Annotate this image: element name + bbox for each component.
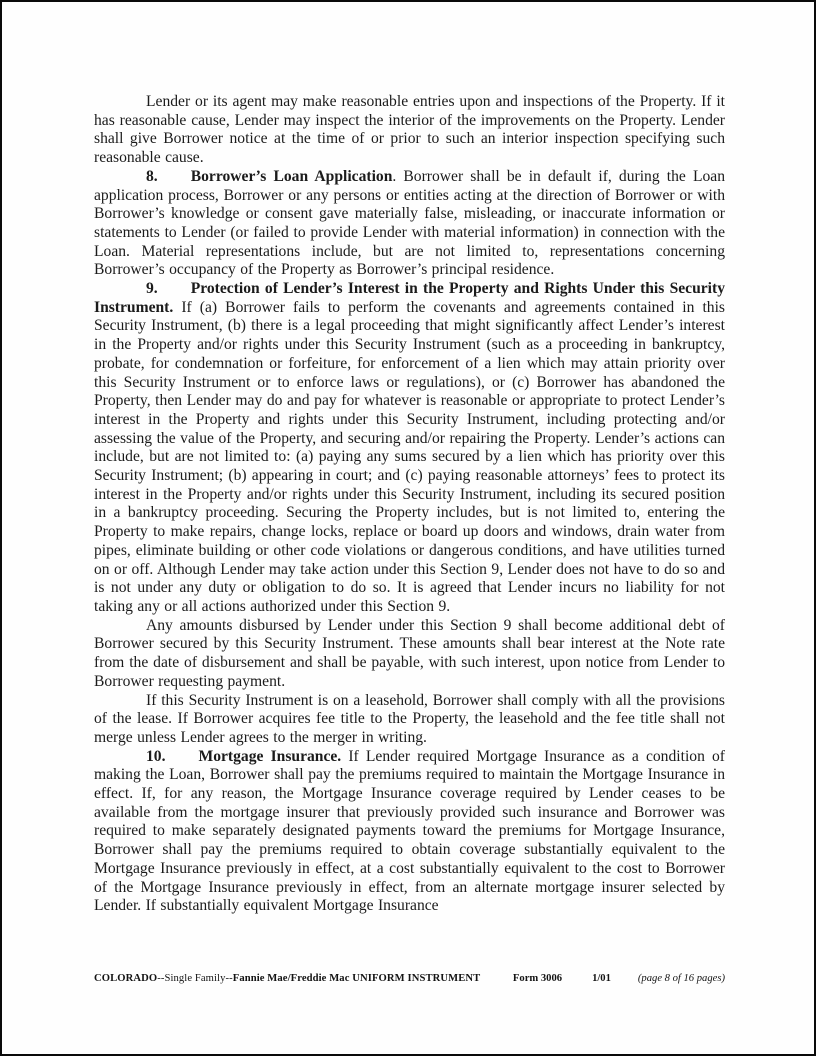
paragraph bbox=[94, 748, 725, 916]
section-heading-run: Protection of Lender’s Interest in the Property and Rights Under this Security Instrument. bbox=[94, 280, 725, 316]
page-footer bbox=[94, 973, 725, 984]
text-run: --Single Family-- bbox=[157, 973, 233, 984]
paragraph bbox=[94, 617, 725, 692]
footer-page-note: (page 8 of 16 pages) bbox=[637, 973, 725, 984]
section-heading-run: Borrower’s Loan Application bbox=[190, 167, 393, 185]
paragraph bbox=[94, 93, 725, 168]
section-heading-run: 8. bbox=[146, 167, 158, 185]
paragraph bbox=[94, 692, 725, 748]
text-run: . Borrower shall be in default if, during the Loan application process, Borrower or any persons or entities acting at the direction of Borrower or with Borrower’s knowledge or consent gave materially false, misleading, or inaccurate information or statements to Lender (or failed to provide Lender with material information) in connection with the Loan. Material representations include, but are not limited to, representations concerning Borrower’s occupancy of the Property as Borrower’s principal residence. bbox=[94, 167, 725, 279]
section-heading-run: Mortgage Insurance. bbox=[198, 747, 342, 765]
text-run: If (a) Borrower fails to perform the covenants and agreements contained in this Security Instrument, (b) there is a legal proceeding that might significantly affect Lender’s interest in the Property and/or rights under this Security Instrument (such as a proceeding in bankruptcy, probate, for condemnation or forfeiture, for enforcement of a lien which may attain priority over this Security Instrument or to enforce laws or regulations), or (c) Borrower has abandoned the Property, then Lender may do and pay for whatever is reasonable or appropriate to protect Lender’s interest in the Property and rights under this Security Instrument, including protecting and/or assessing the value of the Property, and securing and/or repairing the Property. Lender’s actions can include, but are not limited to: (a) paying any sums secured by a lien which has priority over this Security Instrument; (b) appearing in court; and (c) paying reasonable attorneys’ fees to protect its interest in the Property and/or rights under this Security Instrument, including its secured position in a bankruptcy proceeding. Securing the Property includes, but is not limited to, entering the Property to make repairs, change locks, replace or board up doors and windows, drain water from pipes, eliminate building or other code violations or dangerous conditions, and have utilities turned on or off. Although Lender may take action under this Section 9, Lender does not have to do so and is not under any duty or obligation to do so. It is agreed that Lender incurs no liability for not taking any or all actions authorized under this Section 9. bbox=[94, 298, 725, 615]
section-heading-run: 10. bbox=[146, 747, 166, 765]
text-run: Any amounts disbursed by Lender under this Section 9 shall become additional debt of Borrower secured by this Security Instrument. These amounts shall bear interest at the Note rate from the date of disbursement and shall be payable, with such interest, upon notice from Lender to Borrower requesting payment. bbox=[94, 616, 725, 690]
footer-form-number: Form 3006 bbox=[512, 973, 563, 984]
paragraph bbox=[94, 168, 725, 280]
document-body bbox=[94, 93, 725, 965]
text-run: Lender or its agent may make reasonable entries upon and inspections of the Property. If it has reasonable cause, Lender may inspect the interior of the improvements on the Property. Lender shall give Borrower notice at the time of or prior to such an interior inspection specifying such reasonable cause. bbox=[94, 93, 725, 167]
section-heading-run: Fannie Mae/Freddie Mac UNIFORM INSTRUMENT bbox=[232, 973, 481, 984]
footer-revision: 1/01 bbox=[592, 973, 611, 984]
section-heading-run: COLORADO bbox=[94, 973, 158, 984]
text-run: If Lender required Mortgage Insurance as a condition of making the Loan, Borrower shall pay the premiums required to maintain the Mortgage Insurance in effect. If, for any reason, the Mortgage Insurance coverage required by Lender ceases to be available from the mortgage insurer that previously provided such insurance and Borrower was required to make separately designated payments toward the premiums for Mortgage Insurance, Borrower shall pay the premiums required to obtain coverage substantially equivalent to the Mortgage Insurance previously in effect, at a cost substantially equivalent to the cost to Borrower of the Mortgage Insurance previously in effect, from an alternate mortgage insurer selected by Lender. If substantially equivalent Mortgage Insurance bbox=[94, 747, 725, 915]
section-heading-run: 9. bbox=[146, 280, 158, 298]
text-run: If this Security Instrument is on a leasehold, Borrower shall comply with all the provisions of the lease. If Borrower acquires fee title to the Property, the leasehold and the fee title shall not merge unless Lender agrees to the merger in writing. bbox=[94, 691, 725, 746]
paragraph bbox=[94, 280, 725, 617]
footer-instrument bbox=[94, 973, 480, 984]
